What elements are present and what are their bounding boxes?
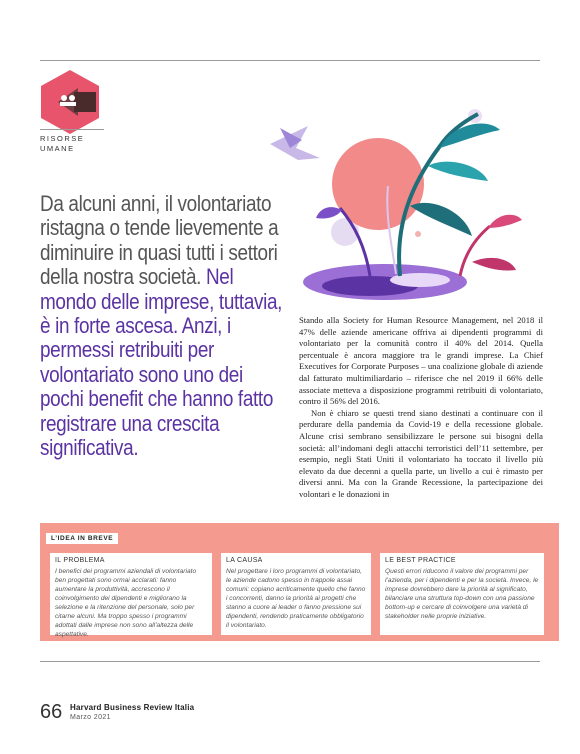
idea-in-brief-tag: L’IDEA IN BREVE xyxy=(46,533,118,544)
pull-quote xyxy=(40,192,291,460)
idea-in-brief-box xyxy=(40,523,559,641)
body-paragraph-2: Non è chiaro se questi trend siano destinati a continuare con il perdurare della pandemia da Covid-19 e della recessione globale. Alcune crisi sembrano sensibilizzare le persone sui bisogni della società: all’indomani degli attacchi terroristici dell’11 settembre, per esempio, negli Stati Uniti il volontariato ha toccato il livello più elevato da due decenni a quella parte, un livello a cui è rimasto per diversi anni. Ma con la Grande Recessione, la partecipazione dei volontari e le donazioni in xyxy=(299,407,543,499)
pull-quote-grey: Da alcuni anni, il volontariato ristagna o tende lievemente a diminuire in quasi tutti i settori della nostra società. xyxy=(40,191,279,290)
footer-rule xyxy=(40,661,540,662)
issue-date: Marzo 2021 xyxy=(70,714,111,721)
section-label: RISORSE UMANE xyxy=(40,134,85,153)
section-hexagon-logo xyxy=(38,68,102,136)
pull-quote-purple: Nel mondo delle imprese, tuttavia, è in forte ascesa. Anzi, i permessi retribuiti per volontariato sono uno dei pochi benefit che hanno fatto registrare una crescita significativa. xyxy=(40,264,283,461)
magazine-name: Harvard Business Review Italia xyxy=(70,703,195,712)
brief-column-title: IL PROBLEMA xyxy=(55,557,105,564)
illustration xyxy=(250,86,550,314)
brief-column-text: Questi errori riducono il valore dei programmi per l’azienda, per i dipendenti e per la società. Invece, le imprese dovrebbero dare la priorità al significato, bilanciare una struttura top-down con una passione bottom-up e cercare di coinvolgere una varietà di stakeholder nelle proprie iniziative. xyxy=(385,568,539,620)
brief-column-problem xyxy=(50,553,212,638)
brief-column-title: LA CAUSA xyxy=(226,557,263,564)
brief-column-text: Nel progettare i loro programmi di volontariato, le aziende cadono spesso in trappole assai comuni: copiano acriticamente quello che fanno i concorrenti, danno la priorità ai progetti che stanno a cuore ai leader o fanno pressione sui dipendenti, rendendo praticamente obbligatorio il volontariato. xyxy=(226,568,366,629)
brief-column-best-practice xyxy=(380,553,544,635)
body-paragraph-1: Stando alla Society for Human Resource Management, nel 2018 il 47% delle aziende americane offriva ai dipendenti programmi di volontariato per la comunità contro il 40% del 2014. Quella percentuale è ancora maggiore tra le grandi imprese. La Chief Executives for Corporate Purposes – una coalizione globale di aziende dal fatturato multimiliardario – riferisce che nel 2019 il 66% delle associate metteva a disposizione programmi retribuiti di volontariato, contro il 56% del 2016. xyxy=(299,315,543,407)
brief-column-cause xyxy=(221,553,371,635)
section-rule xyxy=(40,129,104,130)
brief-column-text: I benefici dei programmi aziendali di volontariato ben progettati sono ormai acclarati: fanno aumentare la produttività, accrescono il coinvolgimento dei dipendenti e migliorano la selezione e la ritenzione del personale, solo per citarne alcuni. Ma troppo spesso i programmi adottati dalle imprese non sono all’altezza delle aspettative. xyxy=(55,568,197,638)
page-number: 66 xyxy=(40,701,63,723)
body-text xyxy=(299,315,543,501)
top-rule xyxy=(40,60,540,61)
brief-column-title: LE BEST PRACTICE xyxy=(385,557,456,564)
